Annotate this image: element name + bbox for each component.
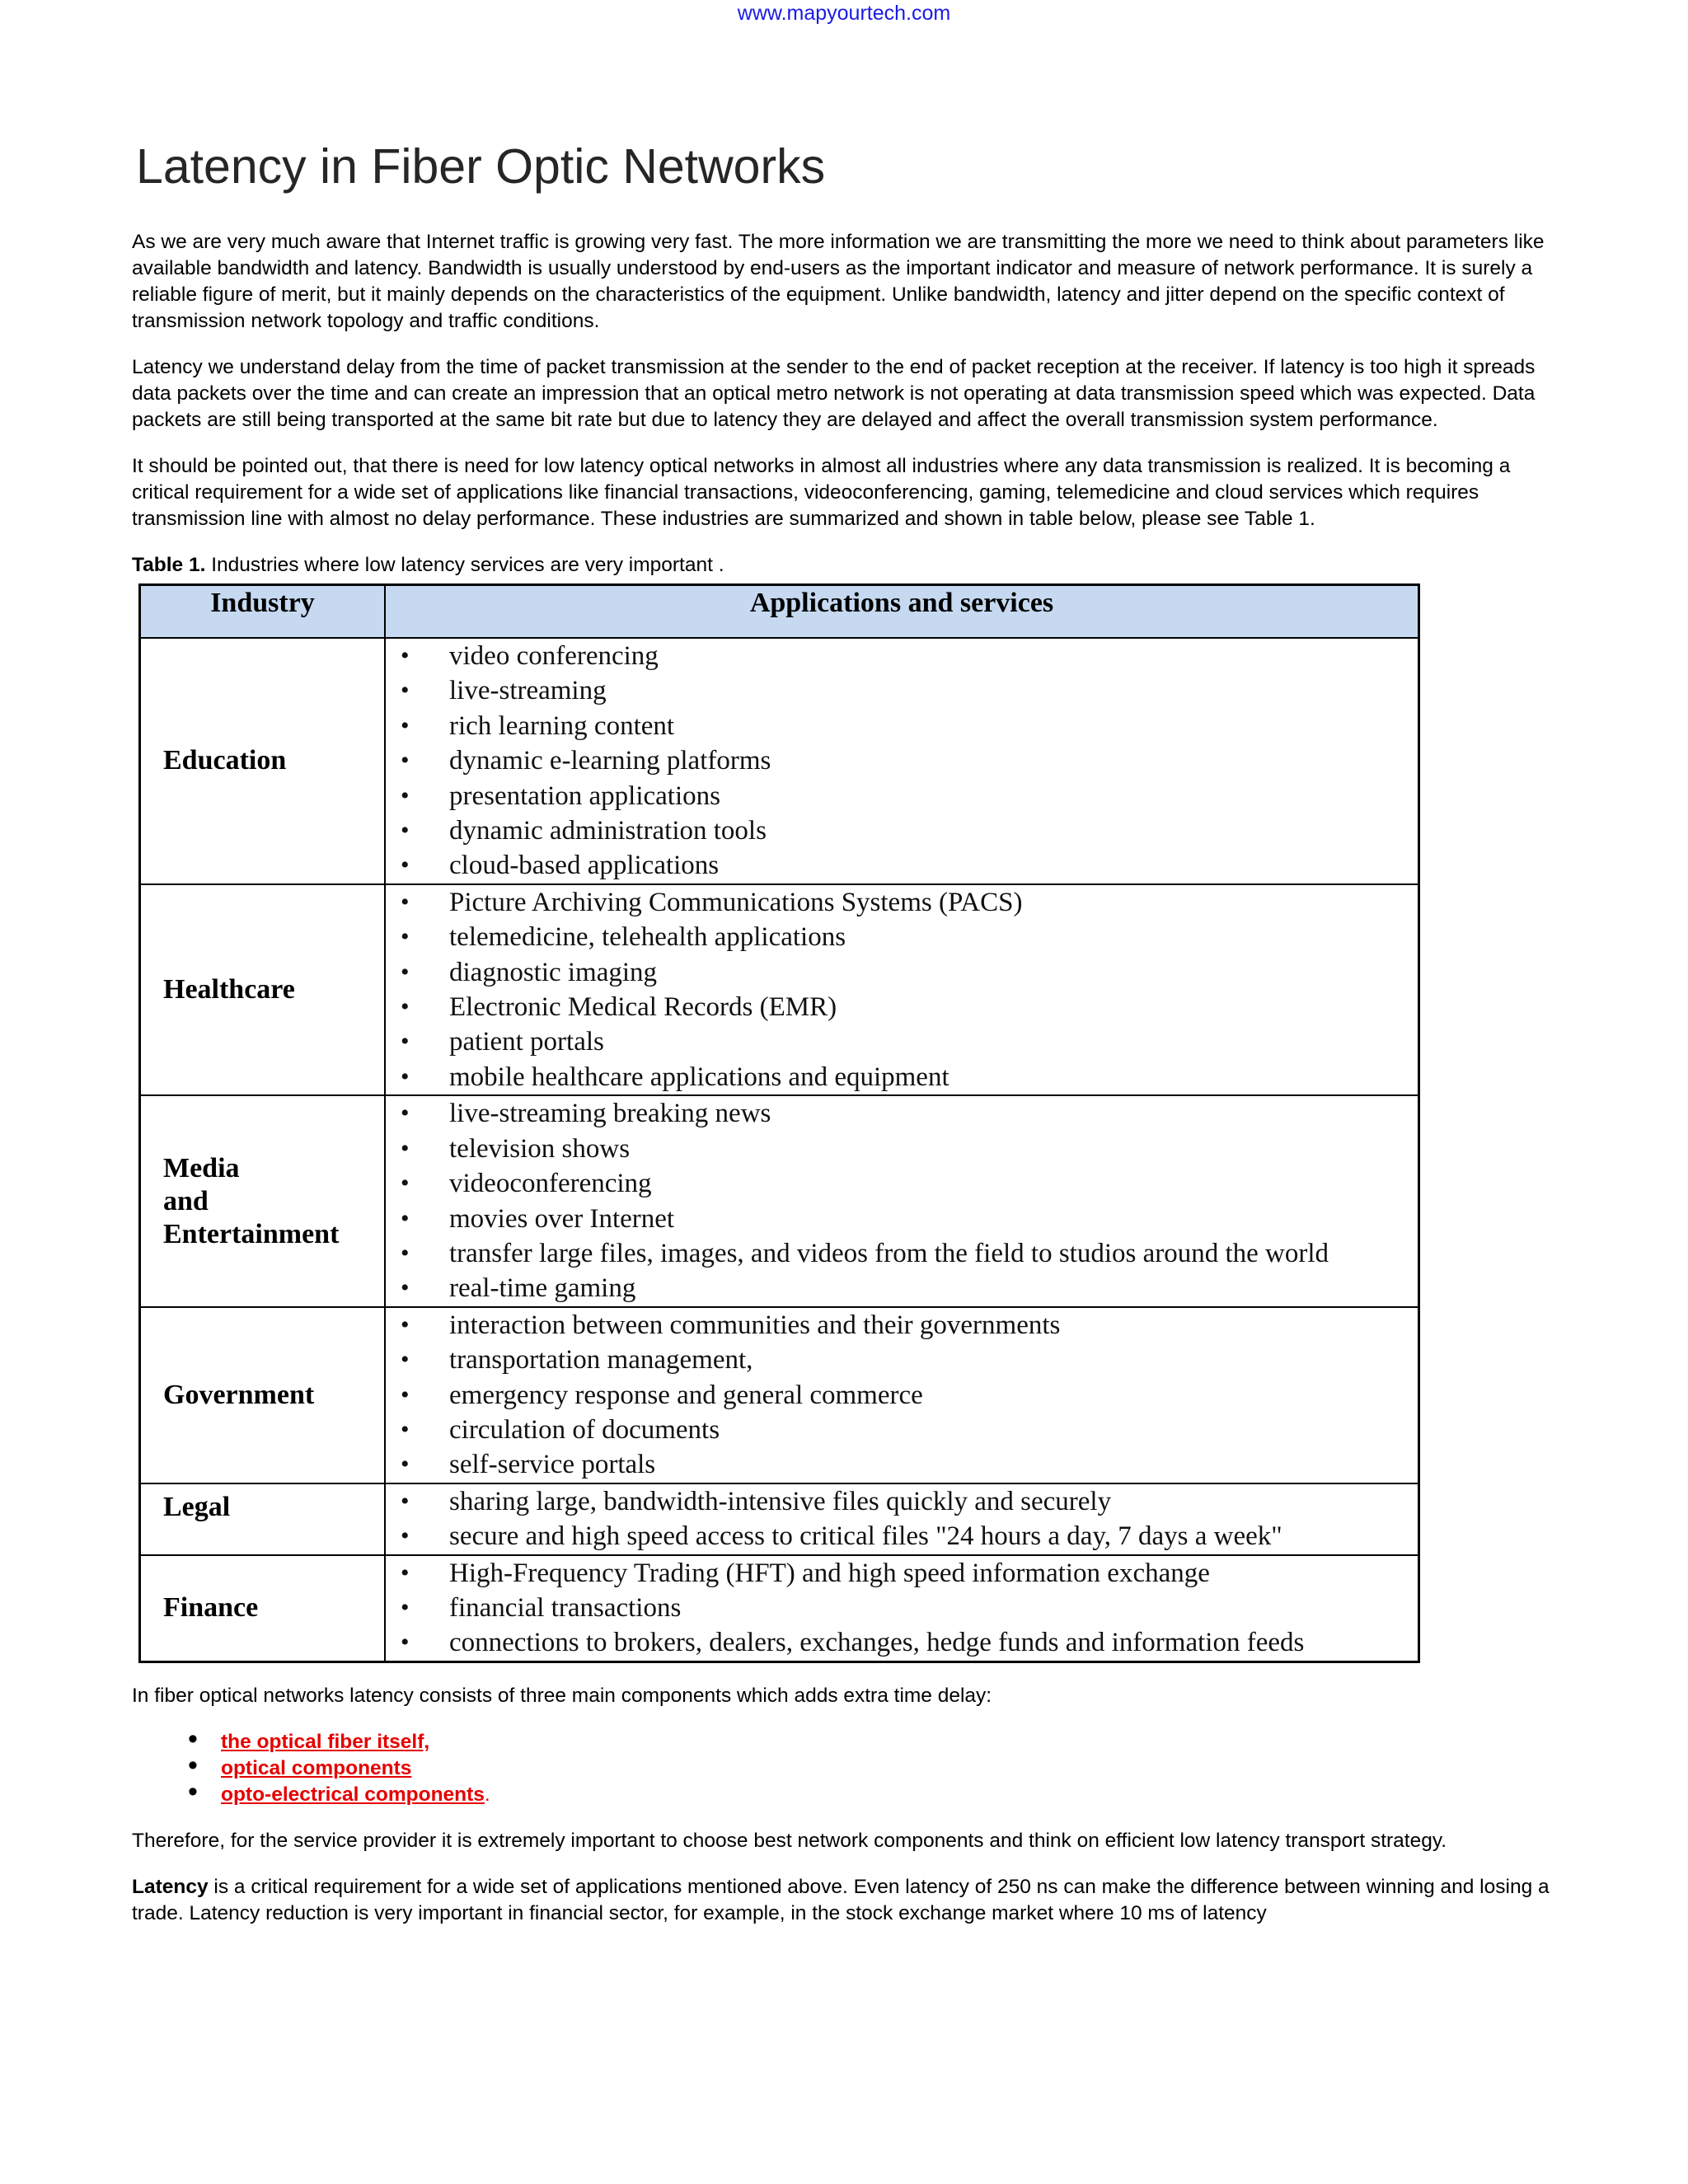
app-item: • emergency response and general commerce [386,1378,1418,1413]
app-item: • transfer large files, images, and videos from the field to studios around the world [386,1236,1418,1271]
app-item: • interaction between communities and their governments [386,1308,1418,1343]
link-optical-components[interactable]: optical components [221,1756,412,1779]
apps-cell [385,638,1419,884]
table-caption-label: Table 1. [132,554,206,576]
apps-cell [385,1555,1419,1662]
components-list [132,1729,1550,1808]
app-item: • movies over Internet [386,1202,1418,1236]
table-row [140,884,1419,1095]
app-item: • telemedicine, telehealth applications [386,920,1418,954]
app-item: • television shows [386,1132,1418,1166]
paragraph-latency [132,1874,1550,1927]
paragraph-3: It should be pointed out, that there is need for low latency optical networks in almost all industries where any data transmission is realized. It is becoming a critical requirement for a wide set of applications like financial transactions, videoconferencing, gaming, telemedicine and cloud services which requires transmission line with almost no delay performance. These industries are summarized and shown in table below, please see Table 1. [132,455,1511,530]
industries-table [138,583,1420,1663]
table-row [140,1483,1419,1555]
paragraph-2: Latency we understand delay from the time of packet transmission at the sender to the end of packet reception at the receiver. If latency is too high it spreads data packets over the time and can create an impression that an optical metro network is not operating at data transmission speed which was expected. Data packets are still being transported at the same bit rate but due to latency they are delayed and affect the overall transmission system performance. [132,356,1536,431]
industry-cell: Legal [140,1483,386,1555]
app-item: • dynamic e-learning platforms [386,743,1418,778]
app-item: • real-time gaming [386,1271,1418,1305]
app-item: • dynamic administration tools [386,813,1418,848]
table-row [140,1555,1419,1662]
link-optical-fiber[interactable]: the optical fiber itself, [221,1730,430,1753]
apps-list [386,885,1418,1094]
app-item: • High-Frequency Trading (HFT) and high speed information exchange [386,1556,1418,1591]
apps-cell [385,1095,1419,1306]
document-body [132,134,1550,1947]
app-item: • Electronic Medical Records (EMR) [386,990,1418,1024]
apps-list [386,639,1418,883]
apps-list [386,1308,1418,1483]
site-url-link[interactable]: www.mapyourtech.com [737,2,951,25]
apps-list [386,1556,1418,1661]
list-item [221,1782,1550,1808]
apps-cell [385,884,1419,1095]
table-header-row [140,585,1419,639]
app-item: • rich learning content [386,709,1418,743]
industry-line: Entertainment [163,1218,340,1249]
app-item: • patient portals [386,1024,1418,1059]
app-item: • live-streaming breaking news [386,1096,1418,1131]
industry-cell: Education [140,638,386,884]
app-item: • financial transactions [386,1591,1418,1625]
app-item: • diagnostic imaging [386,955,1418,990]
link-opto-electrical-components[interactable]: opto-electrical components [221,1783,485,1806]
app-item: • cloud-based applications [386,848,1418,883]
app-item: • presentation applications [386,779,1418,813]
app-item: • circulation of documents [386,1413,1418,1447]
industry-cell: Finance [140,1555,386,1662]
table-caption-text: Industries where low latency services are very important . [205,554,724,576]
apps-list [386,1096,1418,1305]
industry-cell [140,1095,386,1306]
app-item: • self-service portals [386,1447,1418,1482]
trailing-period: . [484,1783,490,1806]
industry-cell: Healthcare [140,884,386,1095]
paragraph-strategy: Therefore, for the service provider it is extremely important to choose best network components and think on efficient low latency transport strategy. [132,1829,1447,1852]
app-item: • videoconferencing [386,1166,1418,1201]
industry-cell: Government [140,1307,386,1483]
list-item [221,1755,1550,1782]
app-item: • mobile healthcare applications and equipment [386,1060,1418,1094]
latency-text: is a critical requirement for a wide set of applications mentioned above. Even latency of 250 ns can make the difference between winning and losing a trade. Latency reduction is very important in financial sector, for example, in the stock exchange market where 10 ms of latency [132,1875,1550,1924]
table-row [140,1307,1419,1483]
table-row [140,638,1419,884]
apps-cell [385,1483,1419,1555]
header-applications: Applications and services [385,585,1419,639]
latency-bold: Latency [132,1875,209,1898]
paragraph-1: As we are very much aware that Internet traffic is growing very fast. The more information we are transmitting the more we need to think about parameters like available bandwidth and latency. Bandwidth is usually understood by end-users as the important indicator and measure of network performance. It is surely a reliable figure of merit, but it mainly depends on the characteristics of the equipment. Unlike bandwidth, latency and jitter depend on the specific context of transmission network topology and traffic conditions. [132,231,1545,332]
app-item: • connections to brokers, dealers, exchanges, hedge funds and information feeds [386,1625,1418,1660]
list-item [221,1729,1550,1755]
apps-list [386,1484,1418,1554]
app-item: • transportation management, [386,1343,1418,1377]
app-item: • Picture Archiving Communications Systems (PACS) [386,885,1418,920]
header-industry: Industry [140,585,386,639]
industry-line: Media [163,1152,240,1183]
page-title: Latency in Fiber Optic Networks [136,139,826,194]
app-item: • secure and high speed access to critical files "24 hours a day, 7 days a week" [386,1519,1418,1554]
app-item: • sharing large, bandwidth-intensive files quickly and securely [386,1484,1418,1519]
table-caption [132,552,1550,579]
industry-line: and [163,1185,209,1216]
app-item: • video conferencing [386,639,1418,673]
table-row [140,1095,1419,1306]
components-intro: In fiber optical networks latency consists of three main components which adds extra time delay: [132,1684,992,1707]
app-item: • live-streaming [386,673,1418,708]
apps-cell [385,1307,1419,1483]
